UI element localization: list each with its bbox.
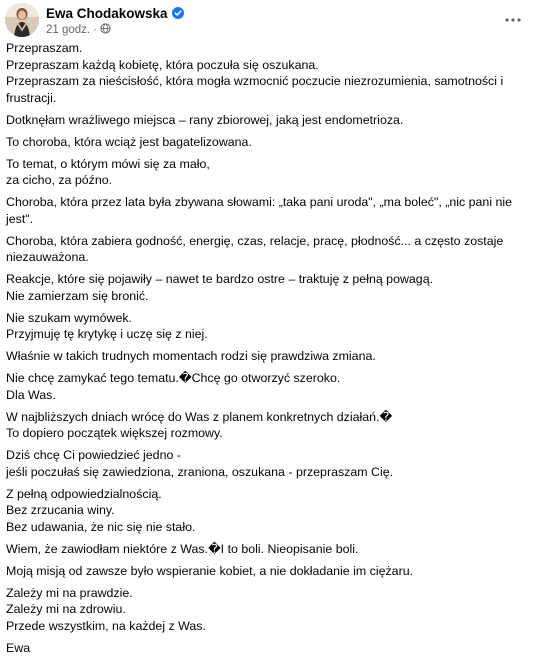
post-text-line: Ewa [6,640,31,655]
post-text-line: Przepraszam za nieścisłość, która mogła wzmocnić poczucie niezrozumienia, samotności i [6,74,504,88]
avatar-photo [5,3,39,37]
post-text-line: To dopiero początek większej rozmowy. [6,426,223,440]
meta-separator: · [93,24,97,36]
post-paragraph [6,348,526,365]
more-options-button[interactable] [501,8,525,32]
post-text-line: Dotknęłam wrażliwego miejsca – rany zbiorowej, jaką jest endometrioza. [6,112,404,127]
post-paragraph [6,585,526,635]
post-text-line: Właśnie w takich trudnych momentach rodzi się prawdziwa zmiana. [6,349,376,363]
post-timestamp[interactable]: 21 godz. [46,24,91,36]
post-text-line: Z pełną odpowiedzialnością. [6,486,162,501]
post-text-line: Zależy mi na zdrowiu. [6,602,126,616]
post-text-line: jeśli poczułaś się zawiedziona, zraniona, oszukana - przepraszam Cię. [6,464,394,479]
post-text-line: Przepraszam. [6,41,83,55]
post-text-line: za cicho, za późno. [6,173,113,187]
post-text-line: Dziś chcę Ci powiedzieć jedno - [6,448,181,462]
post-text-line: Przepraszam każdą kobietę, która poczuła się oszukana. [6,57,319,72]
post-text-line: Moją misją od zawsze było wspieranie kobiet, a nie dokładanie im ciężaru. [6,563,414,578]
post-text-line: Przede wszystkim, na każdej z Was. [6,618,206,633]
post-text-line: To temat, o którym mówi się za mało, [6,156,210,171]
post-paragraph [6,112,526,129]
post-paragraph [6,640,526,657]
author-avatar[interactable] [5,3,39,37]
post-text [6,40,526,662]
post-paragraph [6,156,526,189]
post-text-line: niezauważona. [6,250,89,264]
post-text-line: Nie zamierzam się bronić. [6,288,149,303]
post-paragraph [6,486,526,536]
post-paragraph [6,563,526,580]
author-name-text[interactable]: Ewa Chodakowska [46,6,168,21]
more-options-icon [505,18,521,22]
post-text-line: Zależy mi na prawdzie. [6,585,133,600]
post-paragraph [6,233,526,266]
post-paragraph [6,447,526,480]
post-header [5,3,535,37]
post-paragraph [6,541,526,558]
post-paragraph [6,370,526,403]
post-text-line: Choroba, która zabiera godność, energię, czas, relacje, pracę, płodność... a często zostaje [6,233,504,248]
post-text-line: Dla Was. [6,387,56,402]
post-text-line: Choroba, która przez lata była zbywana słowami: „taka pani uroda", „ma boleć", „nic pani nie [6,195,513,209]
post-text-line: To choroba, która wciąż jest bagatelizowana. [6,134,252,149]
post-paragraph [6,409,526,442]
post-text-line: Bez zrzucania winy. [6,503,115,517]
post-paragraph [6,194,526,227]
author-name[interactable] [46,6,184,21]
post-paragraph [6,134,526,151]
globe-icon[interactable] [100,23,111,34]
post-text-line: Przyjmuję tę krytykę i uczę się z niej. [6,327,208,341]
post-text-line: Nie szukam wymówek. [6,310,132,325]
post-paragraph [6,40,526,106]
post-text-line: Bez udawania, że nic się nie stało. [6,519,196,534]
post-paragraph [6,310,526,343]
post-text-line: frustracji. [6,90,57,105]
post-text-line: W najbliższych dniach wrócę do Was z planem konkretnych działań.� [6,409,393,424]
post-meta [46,23,111,36]
post-paragraph [6,271,526,304]
verified-badge-icon [172,7,184,19]
post-text-line: Wiem, że zawiodłam niektóre z Was.�I to boli. Nieopisanie boli. [6,541,359,556]
post-text-line: Nie chcę zamykać tego tematu.�Chcę go otworzyć szeroko. [6,371,341,385]
post-text-line: jest". [6,211,34,226]
post-text-line: Reakcje, które się pojawiły – nawet te bardzo ostre – traktuję z pełną powagą. [6,272,434,286]
